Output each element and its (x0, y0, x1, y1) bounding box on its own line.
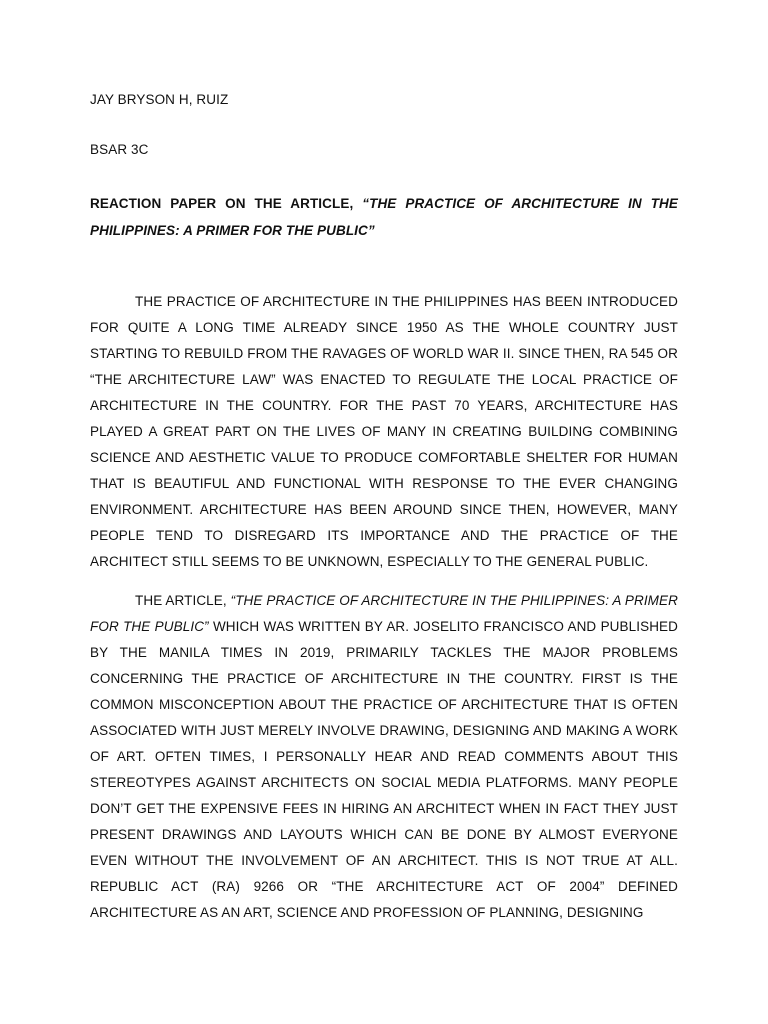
paragraph-2-rest: WHICH WAS WRITTEN BY AR. JOSELITO FRANCISCO AND PUBLISHED BY THE MANILA TIMES IN 2019, PRIMARILY TACKLES THE MAJOR PROBLEMS CONCERNING THE PRACTICE OF ARCHITECTURE IN THE COUNTRY. FIRST IS THE COMMON MISCONCEPTION ABOUT THE PRACTICE OF ARCHITECTURE THAT IS OFTEN ASSOCIATED WITH JUST MERELY INVOLVE DRAWING, DESIGNING AND MAKING A WORK OF ART. OFTEN TIMES, I PERSONALLY HEAR AND READ COMMENTS ABOUT THIS STEREOTYPES AGAINST ARCHITECTS ON SOCIAL MEDIA PLATFORMS. MANY PEOPLE DON’T GET THE EXPENSIVE FEES IN HIRING AN ARCHITECT WHEN IN FACT THEY JUST PRESENT DRAWINGS AND LAYOUTS WHICH CAN BE DONE BY ALMOST EVERYONE EVEN WITHOUT THE INVOLVEMENT OF AN ARCHITECT. THIS IS NOT TRUE AT ALL. REPUBLIC ACT (RA) 9266 OR “THE ARCHITECTURE ACT OF 2004” DEFINED ARCHITECTURE AS AN ART, SCIENCE AND PROFESSION OF PLANNING, DESIGNING (90, 619, 679, 920)
paragraph-2 (90, 588, 678, 926)
paper-title-article: “THE PRACTICE OF ARCHITECTURE IN THE PHILIPPINES: A PRIMER FOR THE PUBLIC” (90, 196, 678, 238)
paragraph-1: THE PRACTICE OF ARCHITECTURE IN THE PHILIPPINES HAS BEEN INTRODUCED FOR QUITE A LONG TIME ALREADY SINCE 1950 AS THE WHOLE COUNTRY JUST STARTING TO REBUILD FROM THE RAVAGES OF WORLD WAR II. SINCE THEN, RA 545 OR “THE ARCHITECTURE LAW” WAS ENACTED TO REGULATE THE LOCAL PRACTICE OF ARCHITECTURE IN THE COUNTRY. FOR THE PAST 70 YEARS, ARCHITECTURE HAS PLAYED A GREAT PART ON THE LIVES OF MANY IN CREATING BUILDING COMBINING SCIENCE AND AESTHETIC VALUE TO PRODUCE COMFORTABLE SHELTER FOR HUMAN THAT IS BEAUTIFUL AND FUNCTIONAL WITH RESPONSE TO THE EVER CHANGING ENVIRONMENT. ARCHITECTURE HAS BEEN AROUND SINCE THEN, HOWEVER, MANY PEOPLE TEND TO DISREGARD ITS IMPORTANCE AND THE PRACTICE OF THE ARCHITECT STILL SEEMS TO BE UNKNOWN, ESPECIALLY TO THE GENERAL PUBLIC. (90, 294, 678, 569)
paragraph-2-lead: THE ARTICLE, (135, 593, 227, 608)
document-content (90, 90, 678, 939)
paper-title-prefix: REACTION PAPER ON THE ARTICLE, (90, 196, 354, 211)
paragraph-2-article-title: “THE PRACTICE OF ARCHITECTURE IN THE PHILIPPINES: A PRIMER FOR THE PUBLIC” (90, 593, 678, 634)
section-label: BSAR 3C (90, 142, 149, 157)
author-name: JAY BRYSON H, RUIZ (90, 92, 229, 107)
paper-title (90, 190, 678, 244)
body-text (90, 289, 678, 926)
